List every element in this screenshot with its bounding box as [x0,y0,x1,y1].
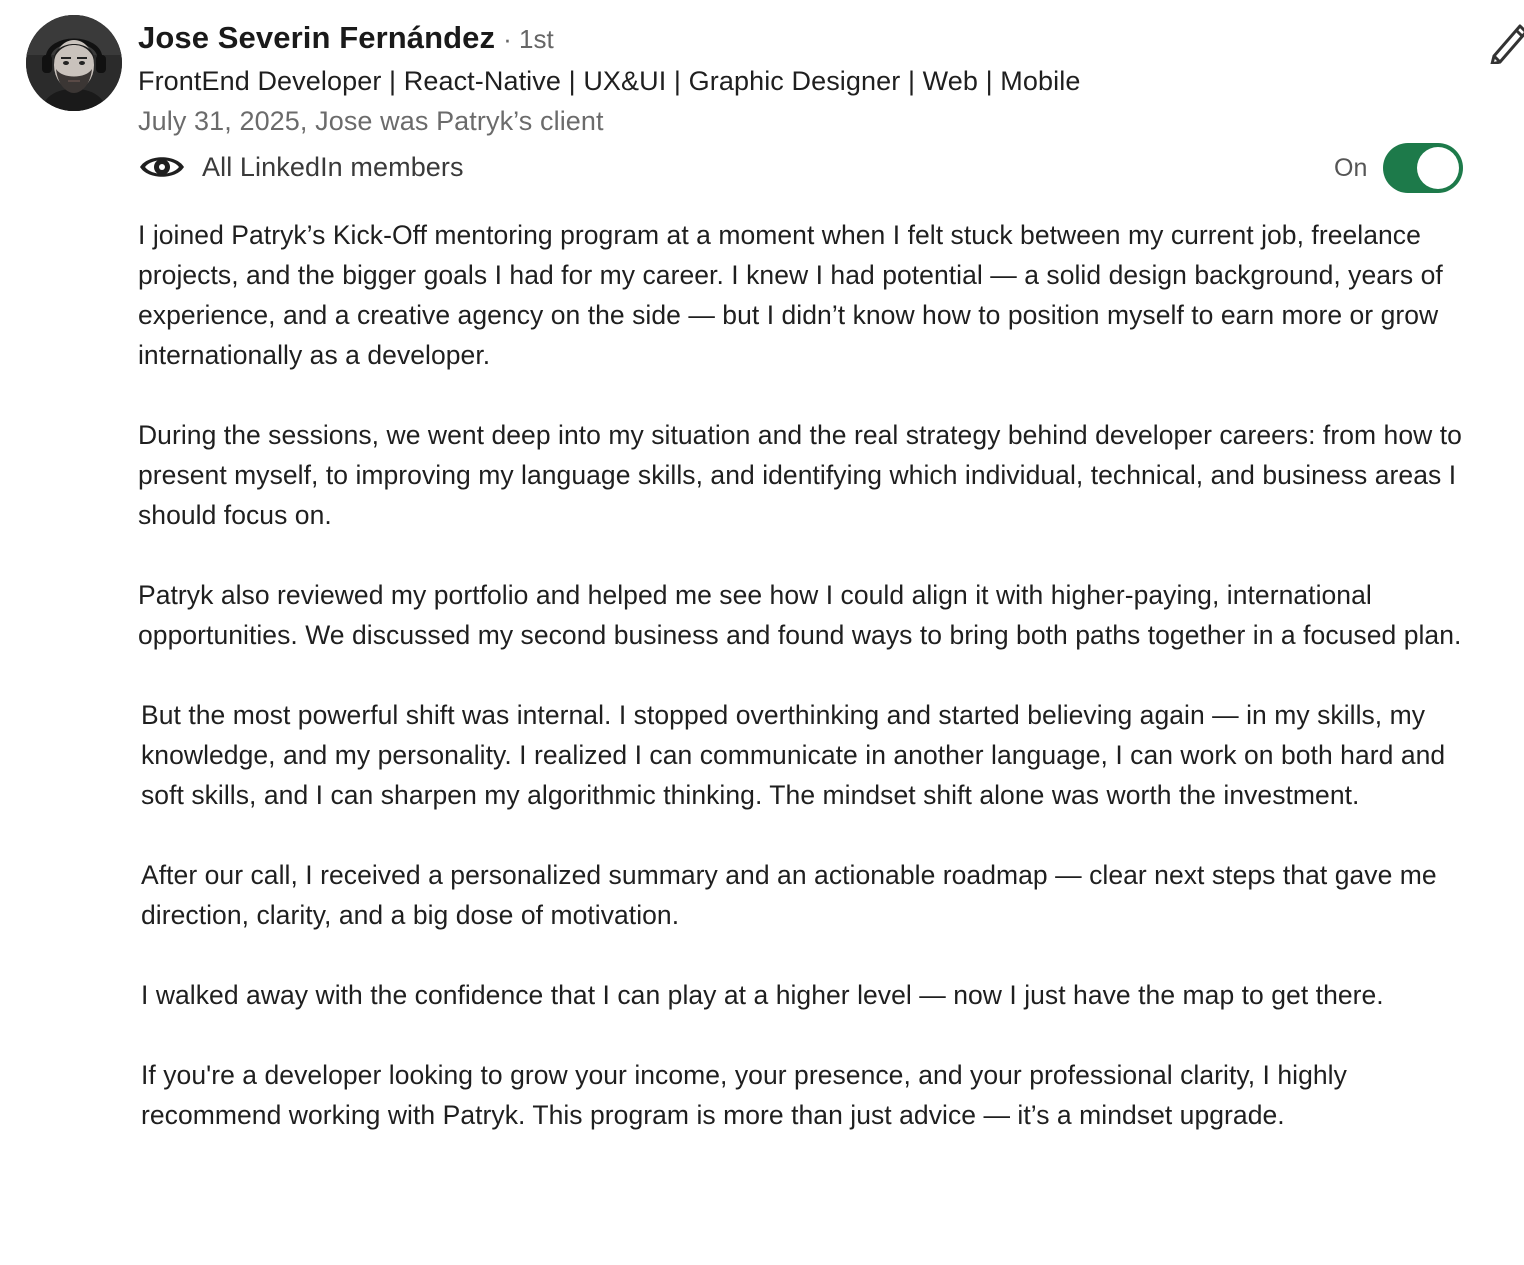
visibility-row [138,146,464,188]
author-name-line [138,20,554,60]
connection-degree: · 1st [503,24,554,54]
author-name[interactable]: Jose Severin Fernández [138,20,496,55]
avatar[interactable] [26,15,122,111]
paragraph: If you're a developer looking to grow your income, your presence, and your professional clarity, I highly recommend working with Patryk. This program is more than just advice — it’s a mindset upgrade. [141,1060,1347,1130]
eye-icon [138,150,186,184]
toggle-knob [1417,147,1459,189]
avatar-photo [26,15,122,111]
paragraph: During the sessions, we went deep into my situation and the real strategy behind developer careers: from how to present myself, to improving my language skills, and identifying which individual, technical, and business areas I should focus on. [138,420,1462,530]
edit-button[interactable] [1486,14,1524,64]
paragraph: After our call, I received a personalized summary and an actionable roadmap — clear next steps that gave me direction, clarity, and a big dose of motivation. [141,860,1437,930]
paragraph: I joined Patryk’s Kick-Off mentoring program at a moment when I felt stuck between my current job, freelance projects, and the bigger goals I had for my career. I knew I had potential — a solid design background, years of experience, and a creative agency on the side — but I didn’t know how to position myself to earn more or grow internationally as a developer. [138,220,1443,370]
toggle-state-label: On [1334,153,1368,182]
visibility-toggle-wrap [1334,140,1463,196]
paragraph: But the most powerful shift was internal. I stopped overthinking and started believing again — in my skills, my knowledge, and my personality. I realized I can communicate in another language, I can work on both hard and soft skills, and I can sharpen my algorithmic thinking. The mindset shift alone was worth the investment. [141,700,1446,810]
visibility-toggle[interactable] [1383,143,1463,193]
visibility-label: All LinkedIn members [202,151,464,182]
paragraph: I walked away with the confidence that I can play at a higher level — now I just have the map to get there. [141,980,1384,1010]
pencil-icon [1486,14,1524,64]
paragraph: Patryk also reviewed my portfolio and helped me see how I could align it with higher-paying, international opportunities. We discussed my second business and found ways to bring both paths together in a focused plan. [138,580,1462,650]
author-headline: FrontEnd Developer | React-Native | UX&UI | Graphic Designer | Web | Mobile [138,66,1081,96]
recommendation-text [138,215,1473,1175]
relationship-date: July 31, 2025, Jose was Patryk’s client [138,106,604,136]
